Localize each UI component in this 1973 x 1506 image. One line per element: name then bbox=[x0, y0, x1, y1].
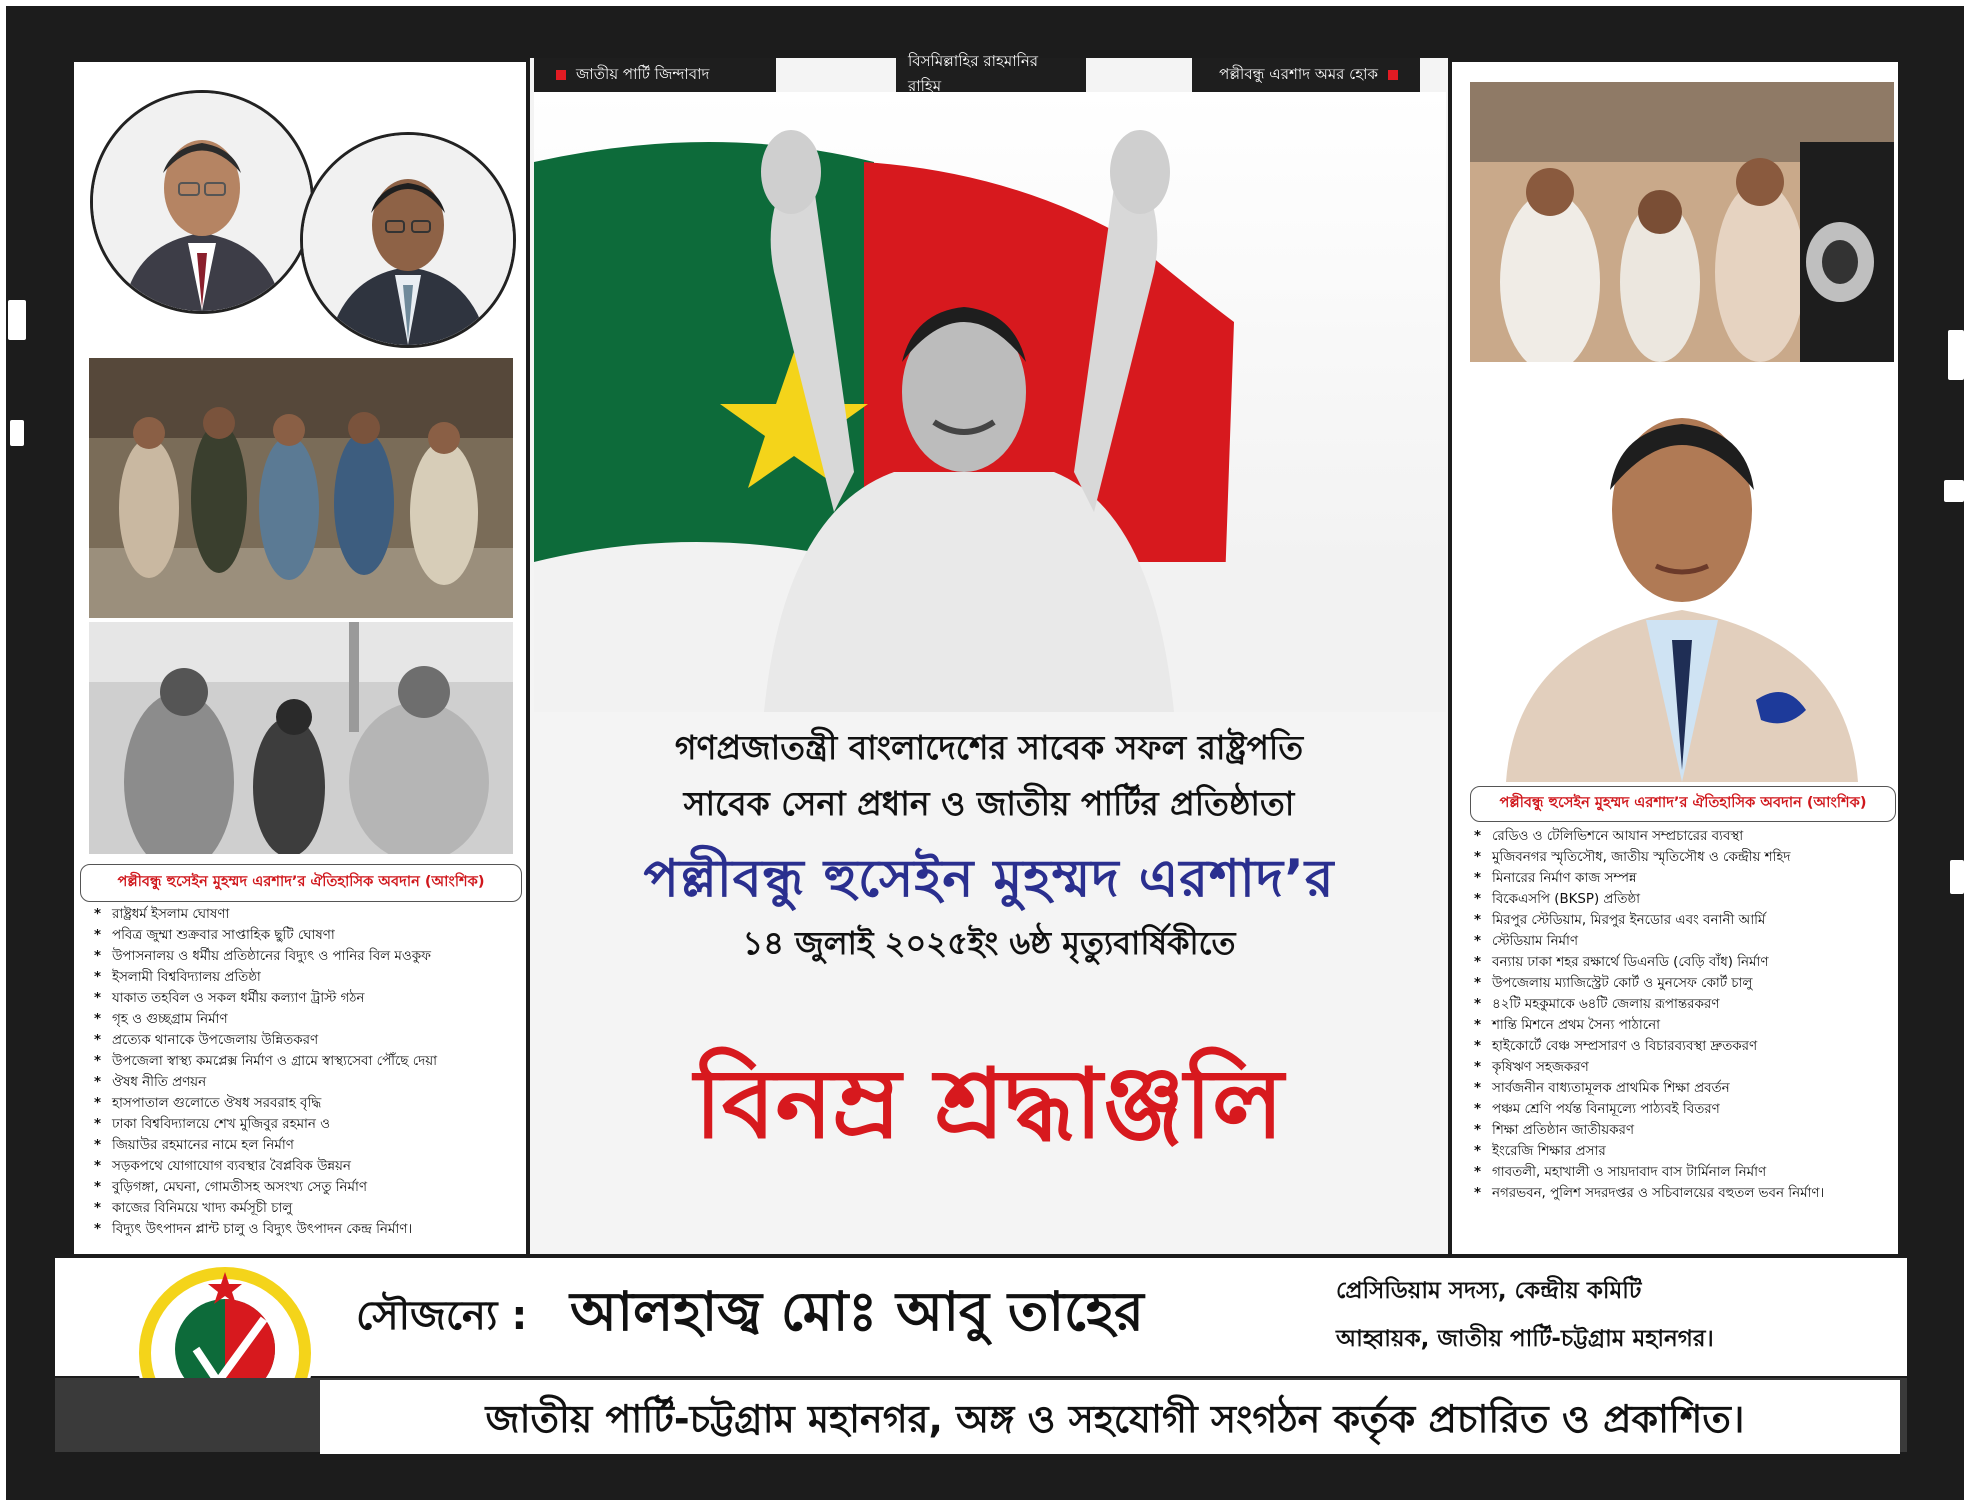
left-contributions-heading: পল্লীবন্ধু হুসেইন মুহম্মদ এরশাদ’র ঐতিহাসিক অবদান (আংশিক) bbox=[80, 864, 522, 902]
tag-right bbox=[1192, 58, 1420, 92]
list-item: * গাবতলী, মহাখালী ও সায়দাবাদ বাস টার্মিনাল নির্মাণ bbox=[1472, 1162, 1824, 1183]
list-item: * শিক্ষা প্রতিষ্ঠান জাতীয়করণ bbox=[1472, 1120, 1824, 1141]
grunge-spot bbox=[1944, 480, 1964, 502]
leader-portrait-1 bbox=[90, 90, 314, 314]
list-item: * জিয়াউর রহমানের নামে হল নির্মাণ bbox=[92, 1135, 437, 1156]
historic-photo-crowd bbox=[89, 358, 513, 618]
list-item: * প্রত্যেক থানাকে উপজেলায় উন্নিতকরণ bbox=[92, 1030, 437, 1051]
list-item: * বিদ্যুৎ উৎপাদন প্লান্ট চালু ও বিদ্যুৎ উৎপাদন কেন্দ্র নির্মাণ। bbox=[92, 1219, 437, 1240]
list-item: * শান্তি মিশনে প্রথম সৈন্য পাঠানো bbox=[1472, 1015, 1824, 1036]
subtitle-line-2: সাবেক সেনা প্রধান ও জাতীয় পার্টির প্রতিষ্ঠাতা bbox=[683, 784, 1295, 823]
courtesy-label: সৌজন্যে : bbox=[356, 1293, 528, 1339]
right-contributions-heading: পল্লীবন্ধু হুসেইন মুহম্মদ এরশাদ’র ঐতিহাসিক অবদান (আংশিক) bbox=[1470, 786, 1896, 822]
publisher-text: জাতীয় পার্টি-চট্টগ্রাম মহানগর, অঙ্গ ও সহযোগী সংগঠন কর্তৃক প্রচারিত ও প্রকাশিত। bbox=[485, 1397, 1745, 1441]
list-item: * রেডিও ও টেলিভিশনে আযান সম্প্রচারের ব্যবস্থা bbox=[1472, 826, 1824, 847]
historic-photo-bw bbox=[89, 622, 513, 854]
list-item: * মিনারের নির্মাণ কাজ সম্পন্ন bbox=[1472, 868, 1824, 889]
list-item: * সার্বজনীন বাধ্যতামূলক প্রাথমিক শিক্ষা প্রবর্তন bbox=[1472, 1078, 1824, 1099]
list-item: * হাসপাতাল গুলোতে ঔষধ সরবরাহ বৃদ্ধি bbox=[92, 1093, 437, 1114]
tag-left-label: জাতীয় পার্টি জিন্দাবাদ bbox=[576, 64, 710, 83]
tag-left bbox=[534, 58, 776, 92]
leader-portrait-2 bbox=[300, 132, 516, 348]
tag-right-label: পল্লীবন্ধু এরশাদ অমর হোক bbox=[1219, 64, 1378, 83]
list-item: * উপজেলা স্বাস্থ্য কমপ্লেক্স নির্মাণ ও গ্রামে স্বাস্থ্যসেবা পৌঁছে দেয়া bbox=[92, 1051, 437, 1072]
list-item: * বুড়িগঙ্গা, মেঘনা, গোমতীসহ অসংখ্য সেতু নির্মাণ bbox=[92, 1177, 437, 1198]
subtitle-line-1: গণপ্রজাতন্ত্রী বাংলাদেশের সাবেক সফল রাষ্ট্রপতি bbox=[674, 728, 1304, 767]
list-item: * বিকেএসপি (BKSP) প্রতিষ্ঠা bbox=[1472, 889, 1824, 910]
list-item: * ইসলামী বিশ্ববিদ্যালয় প্রতিষ্ঠা bbox=[92, 967, 437, 988]
list-item: * মিরপুর স্টেডিয়াম, মিরপুর ইনডোর এবং বনানী আর্মি bbox=[1472, 910, 1824, 931]
list-item: * রাষ্ট্রধর্ম ইসলাম ঘোষণা bbox=[92, 904, 437, 925]
list-item: * হাইকোর্টে বেঞ্চ সম্প্রসারণ ও বিচারব্যবস্থা দ্রুতকরণ bbox=[1472, 1036, 1824, 1057]
list-item: * ৪২টি মহকুমাকে ৬৪টি জেলায় রূপান্তরকরণ bbox=[1472, 994, 1824, 1015]
leader-name: পল্লীবন্ধু হুসেইন মুহম্মদ এরশাদ’র bbox=[643, 849, 1335, 909]
list-item: * ইংরেজি শিক্ষার প্রসার bbox=[1472, 1141, 1824, 1162]
grunge-spot bbox=[10, 420, 24, 446]
tag-center-label: বিসমিল্লাহির রাহমানির রাহিম bbox=[908, 52, 1039, 95]
red-square-icon bbox=[1388, 70, 1398, 80]
list-item: * ঢাকা বিশ্ববিদ্যালয়ে শেখ মুজিবুর রহমান ও bbox=[92, 1114, 437, 1135]
sponsor-role-1: প্রেসিডিয়াম সদস্য, কেন্দ্রীয় কমিটি bbox=[1336, 1278, 1642, 1304]
list-item: * কাজের বিনিময়ে খাদ্য কর্মসূচী চালু bbox=[92, 1198, 437, 1219]
list-item: * কৃষিঋণ সহজকরণ bbox=[1472, 1057, 1824, 1078]
grunge-spot bbox=[1948, 330, 1964, 380]
list-item: * গৃহ ও গুচ্ছগ্রাম নির্মাণ bbox=[92, 1009, 437, 1030]
list-item: * যাকাত তহবিল ও সকল ধর্মীয় কল্যাণ ট্রাস্ট গঠন bbox=[92, 988, 437, 1009]
flag-hero-image bbox=[534, 92, 1446, 712]
anniversary-line: ১৪ জুলাই ২০২৫ইং ৬ষ্ঠ মৃত্যুবার্ষিকীতে bbox=[742, 924, 1236, 962]
red-square-icon bbox=[556, 70, 566, 80]
list-item: * উপজেলায় ম্যাজিস্ট্রেট কোর্ট ও মুনসেফ কোর্ট চালু bbox=[1472, 973, 1824, 994]
list-item: * সড়কপথে যোগাযোগ ব্যবস্থার বৈপ্লবিক উন্নয়ন bbox=[92, 1156, 437, 1177]
grunge-spot bbox=[8, 300, 26, 340]
list-item: * পবিত্র জুম্মা শুক্রবার সাপ্তাহিক ছুটি ঘোষণা bbox=[92, 925, 437, 946]
tag-center bbox=[896, 52, 1086, 95]
list-item: * উপাসনালয় ও ধর্মীয় প্রতিষ্ঠানের বিদ্যুৎ ও পানির বিল মওকুফ bbox=[92, 946, 437, 967]
list-item: * বন্যায় ঢাকা শহর রক্ষার্থে ডিএনডি (বেড়ি বাঁধ) নির্মাণ bbox=[1472, 952, 1824, 973]
right-contributions-list bbox=[1472, 826, 1824, 1204]
grunge-spot bbox=[1950, 860, 1964, 894]
list-item: * নগরভবন, পুলিশ সদরদপ্তর ও সচিবালয়ের বহুতল ভবন নির্মাণ। bbox=[1472, 1183, 1824, 1204]
list-item: * ঔষধ নীতি প্রণয়ন bbox=[92, 1072, 437, 1093]
sponsor-name: আলহাজ্ব মোঃ আবু তাহের bbox=[570, 1280, 1144, 1343]
left-contributions-list bbox=[92, 904, 437, 1240]
sponsor-portrait bbox=[1496, 370, 1868, 782]
list-item: * মুজিবনগর স্মৃতিসৌধ, জাতীয় স্মৃতিসৌধ ও কেন্দ্রীয় শহিদ bbox=[1472, 847, 1824, 868]
list-item: * স্টেডিয়াম নির্মাণ bbox=[1472, 931, 1824, 952]
tribute-title: বিনম্র শ্রদ্ধাঞ্জলি bbox=[694, 1047, 1284, 1160]
list-item: * পঞ্চম শ্রেণি পর্যন্ত বিনামূল্যে পাঠ্যবই বিতরণ bbox=[1472, 1099, 1824, 1120]
historic-photo-kaaba bbox=[1470, 82, 1894, 362]
sponsor-role-2: আহ্বায়ক, জাতীয় পার্টি-চট্টগ্রাম মহানগর। bbox=[1336, 1326, 1714, 1352]
